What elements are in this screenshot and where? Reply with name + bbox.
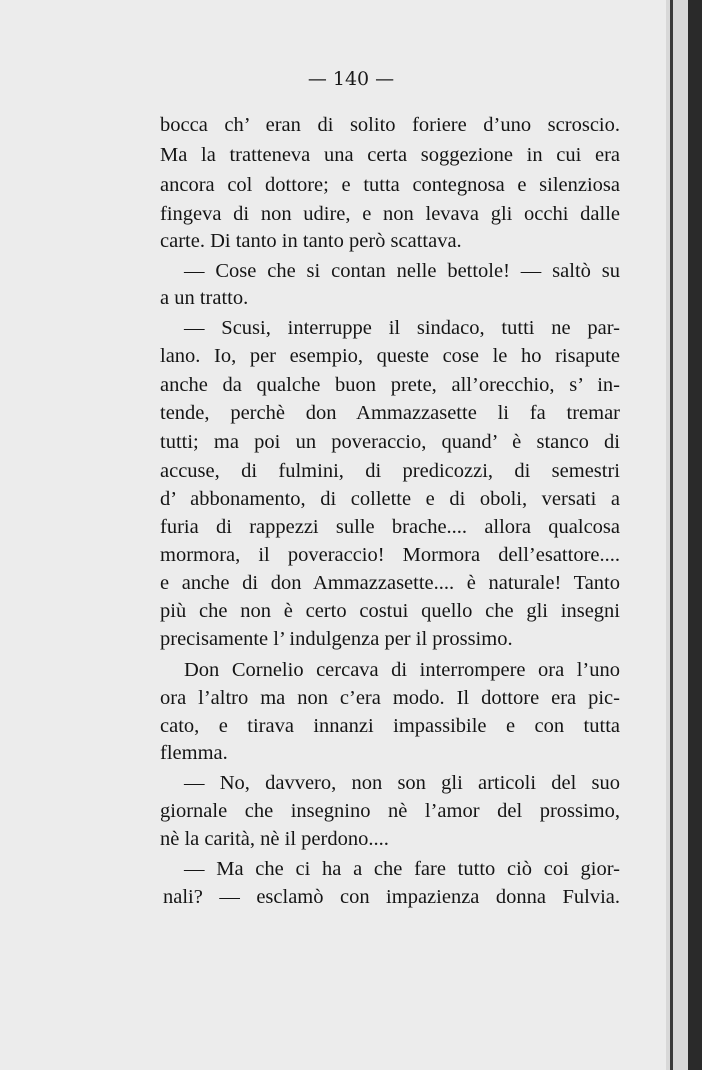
- text-line: lano. Io, per esempio, queste cose le ho risapute: [160, 345, 620, 367]
- text-line: precisamente l’ indulgenza per il prossimo.: [160, 628, 513, 650]
- text-line: nali? — esclamò con impazienza donna Fulvia.: [163, 886, 620, 908]
- page-edge-line: [670, 0, 673, 1070]
- page-number: — 140 —: [307, 68, 395, 90]
- text-line: — Ma che ci ha a che fare tutto ciò coi gior-: [184, 858, 620, 880]
- text-line: tende, perchè don Ammazzasette li fa tremar: [160, 402, 620, 424]
- text-line: — Cose che si contan nelle bettole! — saltò su: [184, 260, 620, 282]
- text-line: furia di rappezzi sulle brache.... allora qualcosa: [160, 516, 620, 538]
- text-line: flemma.: [160, 742, 228, 764]
- page-edge-shadow: [688, 0, 702, 1070]
- text-line: Ma la tratteneva una certa soggezione in cui era: [160, 144, 620, 166]
- text-line: carte. Di tanto in tanto però scattava.: [160, 230, 462, 252]
- text-line: nè la carità, nè il perdono....: [160, 828, 389, 850]
- text-line: — No, davvero, non son gli articoli del suo: [184, 772, 620, 794]
- text-line: tutti; ma poi un poveraccio, quand’ è stanco di: [160, 431, 620, 453]
- text-line: giornale che insegnino nè l’amor del prossimo,: [160, 800, 620, 822]
- text-line: — Scusi, interruppe il sindaco, tutti ne par-: [184, 317, 620, 339]
- text-line: mormora, il poveraccio! Mormora dell’esattore....: [160, 544, 620, 566]
- text-line: Don Cornelio cercava di interrompere ora l’uno: [184, 659, 620, 681]
- text-line: accuse, di fulmini, di predicozzi, di semestri: [160, 460, 620, 482]
- text-line: ancora col dottore; e tutta contegnosa e silenziosa: [160, 174, 620, 196]
- text-line: fingeva di non udire, e non levava gli occhi dalle: [160, 203, 620, 225]
- text-line: più che non è certo costui quello che gli insegni: [160, 600, 620, 622]
- text-line: e anche di don Ammazzasette.... è naturale! Tanto: [160, 572, 620, 594]
- text-line: bocca ch’ eran di solito foriere d’uno scroscio.: [160, 114, 620, 136]
- text-line: anche da qualche buon prete, all’orecchio, s’ in-: [160, 374, 620, 396]
- text-line: a un tratto.: [160, 287, 249, 309]
- text-line: d’ abbonamento, di collette e di oboli, versati a: [160, 488, 620, 510]
- text-line: ora l’altro ma non c’era modo. Il dottore era pic-: [160, 687, 620, 709]
- text-line: cato, e tirava innanzi impassibile e con tutta: [160, 715, 620, 737]
